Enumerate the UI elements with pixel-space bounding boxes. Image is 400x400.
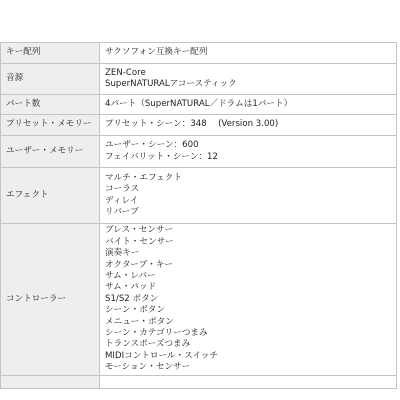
spec-row-controllers xyxy=(1,224,397,376)
row-value xyxy=(100,43,397,64)
row-label: ユーザー・メモリー xyxy=(1,136,100,168)
row-value xyxy=(100,168,397,224)
row-value xyxy=(100,224,397,376)
value-line: プリセット・シーン：348 (Version 3.00) xyxy=(105,119,279,130)
value-line: オクターブ・キー xyxy=(105,259,173,270)
value-line: メニュー・ボタン xyxy=(105,316,174,327)
row-value xyxy=(100,64,397,95)
value-line: 4パート（SuperNATURAL／ドラムは1パート） xyxy=(105,98,293,109)
row-value xyxy=(100,376,397,389)
spec-row-effects xyxy=(1,168,397,224)
spec-row-next xyxy=(1,376,397,389)
row-label: エフェクト xyxy=(1,168,100,224)
spec-row-key-layout xyxy=(1,43,397,64)
value-line: ディレイ xyxy=(105,195,139,206)
spec-row-parts xyxy=(1,95,397,115)
value-line: トランスポーズつまみ xyxy=(105,339,191,350)
row-value xyxy=(100,115,397,136)
value-line: サクソフォン互換キー配列 xyxy=(105,47,208,58)
value-line: シーン・カテゴリーつまみ xyxy=(105,328,208,339)
spec-row-sound-engine xyxy=(1,64,397,95)
value-line: シーン・ボタン xyxy=(105,305,165,316)
value-line: S1/S2 ボタン xyxy=(105,293,159,304)
value-line: サム・レバー xyxy=(105,270,156,281)
spec-row-preset-memory xyxy=(1,115,397,136)
row-value xyxy=(100,95,397,115)
value-line: SuperNATURALアコースティック xyxy=(105,79,237,89)
row-value xyxy=(100,136,397,168)
row-label: 音源 xyxy=(1,64,100,95)
value-line: MIDIコントロール・スイッチ xyxy=(105,350,219,361)
value-line: モーション・センサー xyxy=(105,362,191,373)
value-line: ユーザー・シーン：600 xyxy=(105,140,199,151)
spec-table xyxy=(0,42,397,389)
value-line: バイト・センサー xyxy=(105,236,174,247)
row-label xyxy=(1,376,100,389)
value-line: リバーブ xyxy=(105,206,139,217)
value-line: サム・パッド xyxy=(105,282,157,293)
row-label: コントローラー xyxy=(1,224,100,376)
value-line: コーラス xyxy=(105,184,140,195)
spec-row-user-memory xyxy=(1,136,397,168)
value-line: ZEN-Core xyxy=(105,67,146,78)
row-label: キー配列 xyxy=(1,43,100,64)
row-label: パート数 xyxy=(1,95,100,115)
value-line: マルチ・エフェクト xyxy=(105,172,182,183)
row-label: プリセット・メモリー xyxy=(1,115,100,136)
value-line: ブレス・センサー xyxy=(105,225,174,236)
value-line: 演奏キー xyxy=(105,248,140,259)
value-line: フェイバリット・シーン：12 xyxy=(105,151,218,162)
